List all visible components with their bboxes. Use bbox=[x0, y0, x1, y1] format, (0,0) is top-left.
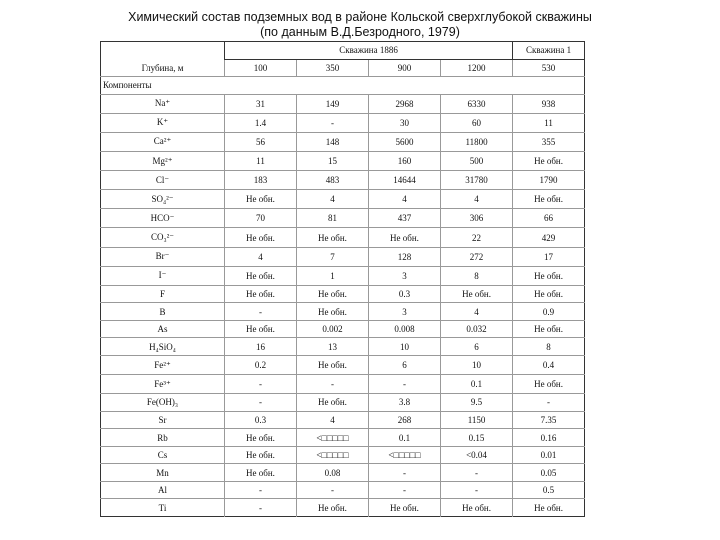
title-line-2: (по данным В.Д.Безродного, 1979) bbox=[260, 25, 460, 39]
value-cell: Не обн. bbox=[513, 499, 585, 517]
value-cell: 14644 bbox=[369, 171, 441, 190]
value-cell: 31 bbox=[225, 94, 297, 113]
value-cell: 500 bbox=[441, 151, 513, 170]
header-corner bbox=[101, 42, 225, 60]
value-cell: 8 bbox=[441, 266, 513, 285]
value-cell: Не обн. bbox=[225, 429, 297, 447]
value-cell: 66 bbox=[513, 209, 585, 228]
group-well-1886: Скважина 1886 bbox=[225, 42, 513, 60]
table-row bbox=[101, 338, 585, 356]
value-cell: Не обн. bbox=[225, 228, 297, 247]
value-cell: Не обн. bbox=[297, 228, 369, 247]
value-cell: <0.04 bbox=[441, 446, 513, 464]
component-name: Ti bbox=[101, 499, 225, 517]
component-name: Mg²⁺ bbox=[101, 151, 225, 170]
value-cell: - bbox=[513, 394, 585, 412]
value-cell: 0.4 bbox=[513, 355, 585, 374]
value-cell: - bbox=[225, 375, 297, 394]
value-cell: Не обн. bbox=[441, 499, 513, 517]
value-cell: Не обн. bbox=[225, 190, 297, 209]
component-name: Rb bbox=[101, 429, 225, 447]
depth-label: Глубина, м bbox=[101, 59, 225, 77]
value-cell: Не обн. bbox=[513, 151, 585, 170]
value-cell: 149 bbox=[297, 94, 369, 113]
value-cell: 3 bbox=[369, 303, 441, 321]
value-cell: 4 bbox=[369, 190, 441, 209]
value-cell: 0.05 bbox=[513, 464, 585, 482]
value-cell: 148 bbox=[297, 132, 369, 151]
value-cell: 5600 bbox=[369, 132, 441, 151]
value-cell: 3 bbox=[369, 266, 441, 285]
value-cell: Не обн. bbox=[225, 285, 297, 303]
table-row bbox=[101, 94, 585, 113]
value-cell: 0.1 bbox=[369, 429, 441, 447]
components-label: Компоненты bbox=[101, 77, 585, 95]
value-cell: <□□□□□ bbox=[297, 429, 369, 447]
value-cell: Не обн. bbox=[225, 464, 297, 482]
value-cell: 30 bbox=[369, 113, 441, 132]
depth-cell: 530 bbox=[541, 62, 556, 73]
value-cell: 0.01 bbox=[513, 446, 585, 464]
value-cell: - bbox=[441, 481, 513, 499]
component-name: H₄SiO₄ bbox=[101, 338, 225, 356]
table-row bbox=[101, 320, 585, 338]
value-cell: 4 bbox=[297, 411, 369, 429]
value-cell: 0.3 bbox=[369, 285, 441, 303]
table-row bbox=[101, 151, 585, 170]
value-cell: 268 bbox=[369, 411, 441, 429]
depth-cell: 900 bbox=[369, 59, 441, 77]
value-cell: 429 bbox=[513, 228, 585, 247]
table-row bbox=[101, 355, 585, 374]
component-name: B bbox=[101, 303, 225, 321]
value-cell: 6 bbox=[441, 338, 513, 356]
table-row bbox=[101, 285, 585, 303]
value-cell: 437 bbox=[369, 209, 441, 228]
table-row bbox=[101, 394, 585, 412]
value-cell: 183 bbox=[225, 171, 297, 190]
value-cell: 4 bbox=[441, 303, 513, 321]
value-cell: 4 bbox=[225, 247, 297, 266]
component-name: K⁺ bbox=[101, 113, 225, 132]
value-cell: Не обн. bbox=[297, 285, 369, 303]
value-cell: 0.16 bbox=[513, 429, 585, 447]
value-cell: 0.08 bbox=[297, 464, 369, 482]
value-cell: Не обн. bbox=[225, 446, 297, 464]
value-cell: Не обн. bbox=[297, 355, 369, 374]
chemical-composition-table bbox=[100, 41, 585, 517]
value-cell: - bbox=[297, 375, 369, 394]
group-header-row bbox=[101, 42, 585, 60]
component-name: I⁻ bbox=[101, 266, 225, 285]
component-name: Sr bbox=[101, 411, 225, 429]
table-row bbox=[101, 113, 585, 132]
value-cell: 3.8 bbox=[369, 394, 441, 412]
value-cell: 11 bbox=[225, 151, 297, 170]
depth-row bbox=[101, 59, 585, 77]
component-name: HCO⁻ bbox=[101, 209, 225, 228]
table-row bbox=[101, 481, 585, 499]
value-cell: - bbox=[225, 394, 297, 412]
table-row bbox=[101, 228, 585, 247]
value-cell: 31780 bbox=[441, 171, 513, 190]
value-cell: 483 bbox=[297, 171, 369, 190]
component-name: Fe³⁺ bbox=[101, 375, 225, 394]
value-cell: Не обн. bbox=[369, 499, 441, 517]
value-cell: 70 bbox=[225, 209, 297, 228]
component-name: Al bbox=[101, 481, 225, 499]
value-cell: Не обн. bbox=[513, 320, 585, 338]
component-name: F bbox=[101, 285, 225, 303]
component-name: Fe²⁺ bbox=[101, 355, 225, 374]
table-row bbox=[101, 171, 585, 190]
value-cell: - bbox=[225, 481, 297, 499]
value-cell: <□□□□□ bbox=[369, 446, 441, 464]
value-cell: Не обн. bbox=[369, 228, 441, 247]
value-cell: 15 bbox=[297, 151, 369, 170]
value-cell: 2968 bbox=[369, 94, 441, 113]
value-cell: Не обн. bbox=[513, 266, 585, 285]
value-cell: Не обн. bbox=[225, 266, 297, 285]
value-cell: 17 bbox=[513, 247, 585, 266]
value-cell: Не обн. bbox=[297, 303, 369, 321]
components-row bbox=[101, 77, 585, 95]
component-name: Br⁻ bbox=[101, 247, 225, 266]
table-row bbox=[101, 266, 585, 285]
table-row bbox=[101, 429, 585, 447]
value-cell: 10 bbox=[369, 338, 441, 356]
value-cell: 0.1 bbox=[441, 375, 513, 394]
value-cell: - bbox=[369, 481, 441, 499]
component-name: Mn bbox=[101, 464, 225, 482]
value-cell: 6330 bbox=[441, 94, 513, 113]
document-title bbox=[0, 10, 720, 40]
value-cell: 355 bbox=[513, 132, 585, 151]
value-cell: - bbox=[225, 499, 297, 517]
value-cell: 60 bbox=[441, 113, 513, 132]
value-cell: 4 bbox=[297, 190, 369, 209]
value-cell: - bbox=[225, 303, 297, 321]
value-cell: 160 bbox=[369, 151, 441, 170]
table-row bbox=[101, 375, 585, 394]
table-row bbox=[101, 303, 585, 321]
value-cell: 13 bbox=[297, 338, 369, 356]
value-cell: 0.5 bbox=[513, 481, 585, 499]
value-cell: <□□□□□ bbox=[297, 446, 369, 464]
depth-cell: 350 bbox=[297, 59, 369, 77]
value-cell: 0.002 bbox=[297, 320, 369, 338]
table-row bbox=[101, 464, 585, 482]
value-cell: 6 bbox=[369, 355, 441, 374]
value-cell: Не обн. bbox=[441, 285, 513, 303]
value-cell: Не обн. bbox=[225, 320, 297, 338]
value-cell: 0.008 bbox=[369, 320, 441, 338]
table-row bbox=[101, 446, 585, 464]
table-row bbox=[101, 247, 585, 266]
value-cell: 0.9 bbox=[513, 303, 585, 321]
value-cell: 81 bbox=[297, 209, 369, 228]
table-row bbox=[101, 411, 585, 429]
group-well-1: Скважина 1 bbox=[513, 42, 585, 60]
value-cell: - bbox=[369, 375, 441, 394]
depth-cell: 1200 bbox=[441, 59, 513, 77]
value-cell: 1150 bbox=[441, 411, 513, 429]
value-cell: 0.032 bbox=[441, 320, 513, 338]
value-cell: 11 bbox=[513, 113, 585, 132]
value-cell: Не обн. bbox=[297, 394, 369, 412]
component-name: As bbox=[101, 320, 225, 338]
component-name: Fe(OH)₃ bbox=[101, 394, 225, 412]
value-cell: 1.4 bbox=[225, 113, 297, 132]
value-cell: 7 bbox=[297, 247, 369, 266]
value-cell: 306 bbox=[441, 209, 513, 228]
value-cell: 128 bbox=[369, 247, 441, 266]
value-cell: 11800 bbox=[441, 132, 513, 151]
value-cell: - bbox=[369, 464, 441, 482]
value-cell: Не обн. bbox=[297, 499, 369, 517]
value-cell: Не обн. bbox=[513, 375, 585, 394]
value-cell: 8 bbox=[513, 338, 585, 356]
value-cell: 22 bbox=[441, 228, 513, 247]
value-cell: 0.2 bbox=[225, 355, 297, 374]
component-name: Ca²⁺ bbox=[101, 132, 225, 151]
value-cell: Не обн. bbox=[513, 190, 585, 209]
value-cell: 10 bbox=[441, 355, 513, 374]
value-cell: 0.15 bbox=[441, 429, 513, 447]
component-name: Cl⁻ bbox=[101, 171, 225, 190]
value-cell: 1 bbox=[297, 266, 369, 285]
value-cell: 56 bbox=[225, 132, 297, 151]
value-cell: Не обн. bbox=[513, 285, 585, 303]
value-cell: 272 bbox=[441, 247, 513, 266]
value-cell: - bbox=[297, 113, 369, 132]
value-cell: - bbox=[297, 481, 369, 499]
value-cell: 9.5 bbox=[441, 394, 513, 412]
value-cell: 1790 bbox=[513, 171, 585, 190]
value-cell: 0.3 bbox=[225, 411, 297, 429]
table-row bbox=[101, 499, 585, 517]
component-name: CO₃²⁻ bbox=[101, 228, 225, 247]
value-cell: - bbox=[441, 464, 513, 482]
title-line-1: Химический состав подземных вод в районе Кольской сверхглубокой скважины bbox=[128, 10, 592, 24]
depth-cell: 100 bbox=[225, 59, 297, 77]
table-row bbox=[101, 190, 585, 209]
table-row bbox=[101, 132, 585, 151]
value-cell: 16 bbox=[225, 338, 297, 356]
value-cell: 4 bbox=[441, 190, 513, 209]
component-name: Na⁺ bbox=[101, 94, 225, 113]
table-row bbox=[101, 209, 585, 228]
value-cell: 938 bbox=[513, 94, 585, 113]
component-name: Cs bbox=[101, 446, 225, 464]
value-cell: 7.35 bbox=[513, 411, 585, 429]
component-name: SO₄²⁻ bbox=[101, 190, 225, 209]
